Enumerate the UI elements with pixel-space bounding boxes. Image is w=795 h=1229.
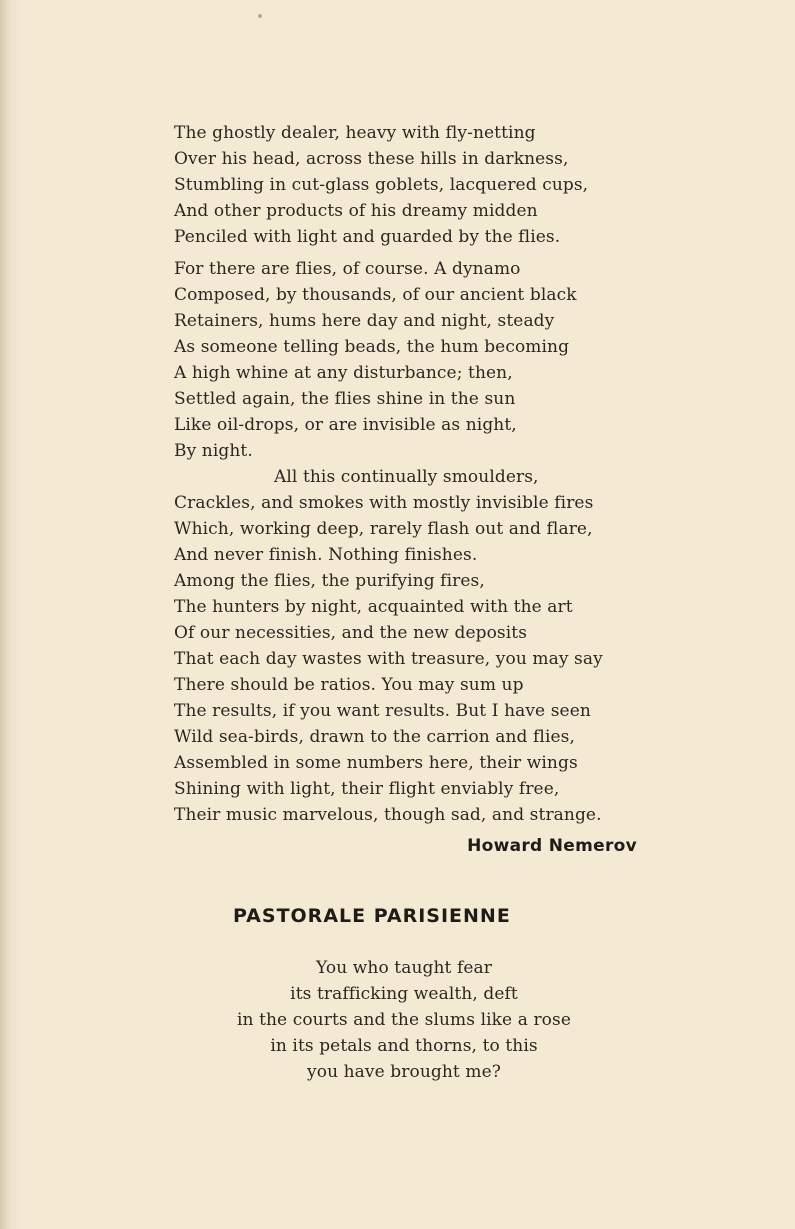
poem-line: in its petals and thorns, to this xyxy=(270,1036,538,1056)
poem-line: its trafficking wealth, deft xyxy=(290,984,518,1004)
poem-line: Retainers, hums here day and night, steady xyxy=(174,311,555,331)
poem-line: And never finish. Nothing finishes. xyxy=(174,545,478,565)
poem-line: Crackles, and smokes with mostly invisible fires xyxy=(174,493,594,513)
poem-line: Composed, by thousands, of our ancient black xyxy=(174,285,577,305)
poem-line: Shining with light, their flight enviably free, xyxy=(174,779,560,799)
poem2-stanza-1 xyxy=(174,955,634,1085)
poem-line: Which, working deep, rarely flash out and flare, xyxy=(174,519,593,539)
poem-line: Among the flies, the purifying fires, xyxy=(174,571,485,591)
poem-line: For there are flies, of course. A dynamo xyxy=(174,259,521,279)
poem-line: A high whine at any disturbance; then, xyxy=(174,363,513,383)
poem-line: As someone telling beads, the hum becoming xyxy=(174,337,570,357)
poem-author: Howard Nemerov xyxy=(467,836,637,856)
poem-line: Assembled in some numbers here, their wings xyxy=(174,753,578,773)
poem-line: Wild sea-birds, drawn to the carrion and flies, xyxy=(174,727,575,747)
poem-line: in the courts and the slums like a rose xyxy=(236,1010,572,1030)
poem-stanza-2 xyxy=(174,256,603,828)
poem-line: Over his head, across these hills in darkness, xyxy=(174,149,569,169)
poem-line: By night. xyxy=(174,441,253,461)
poem-line: The ghostly dealer, heavy with fly-netting xyxy=(174,123,536,143)
poem-line: Settled again, the flies shine in the sun xyxy=(174,389,516,409)
poem-line: And other products of his dreamy midden xyxy=(174,201,538,221)
poem-stanza-1 xyxy=(174,120,588,250)
poem-title: PASTORALE PARISIENNE xyxy=(233,905,511,927)
poem-line: That each day wastes with treasure, you may say xyxy=(174,649,603,669)
poem-line-indented: All this continually smoulders, xyxy=(274,467,539,487)
poem-line: Penciled with light and guarded by the flies. xyxy=(174,227,561,247)
poem-line: You who taught fear xyxy=(316,958,492,978)
poem-line: The hunters by night, acquainted with the art xyxy=(174,597,573,617)
poem-line: Of our necessities, and the new deposits xyxy=(174,623,528,643)
poem-line: Stumbling in cut-glass goblets, lacquered cups, xyxy=(174,175,589,195)
poem-line: Like oil-drops, or are invisible as night, xyxy=(174,415,517,435)
poem-line: you have brought me? xyxy=(307,1062,501,1082)
page-speck xyxy=(258,14,262,18)
poem-line: Their music marvelous, though sad, and strange. xyxy=(174,805,602,825)
poem-line: The results, if you want results. But I have seen xyxy=(174,701,591,721)
poem-line: There should be ratios. You may sum up xyxy=(174,675,524,695)
